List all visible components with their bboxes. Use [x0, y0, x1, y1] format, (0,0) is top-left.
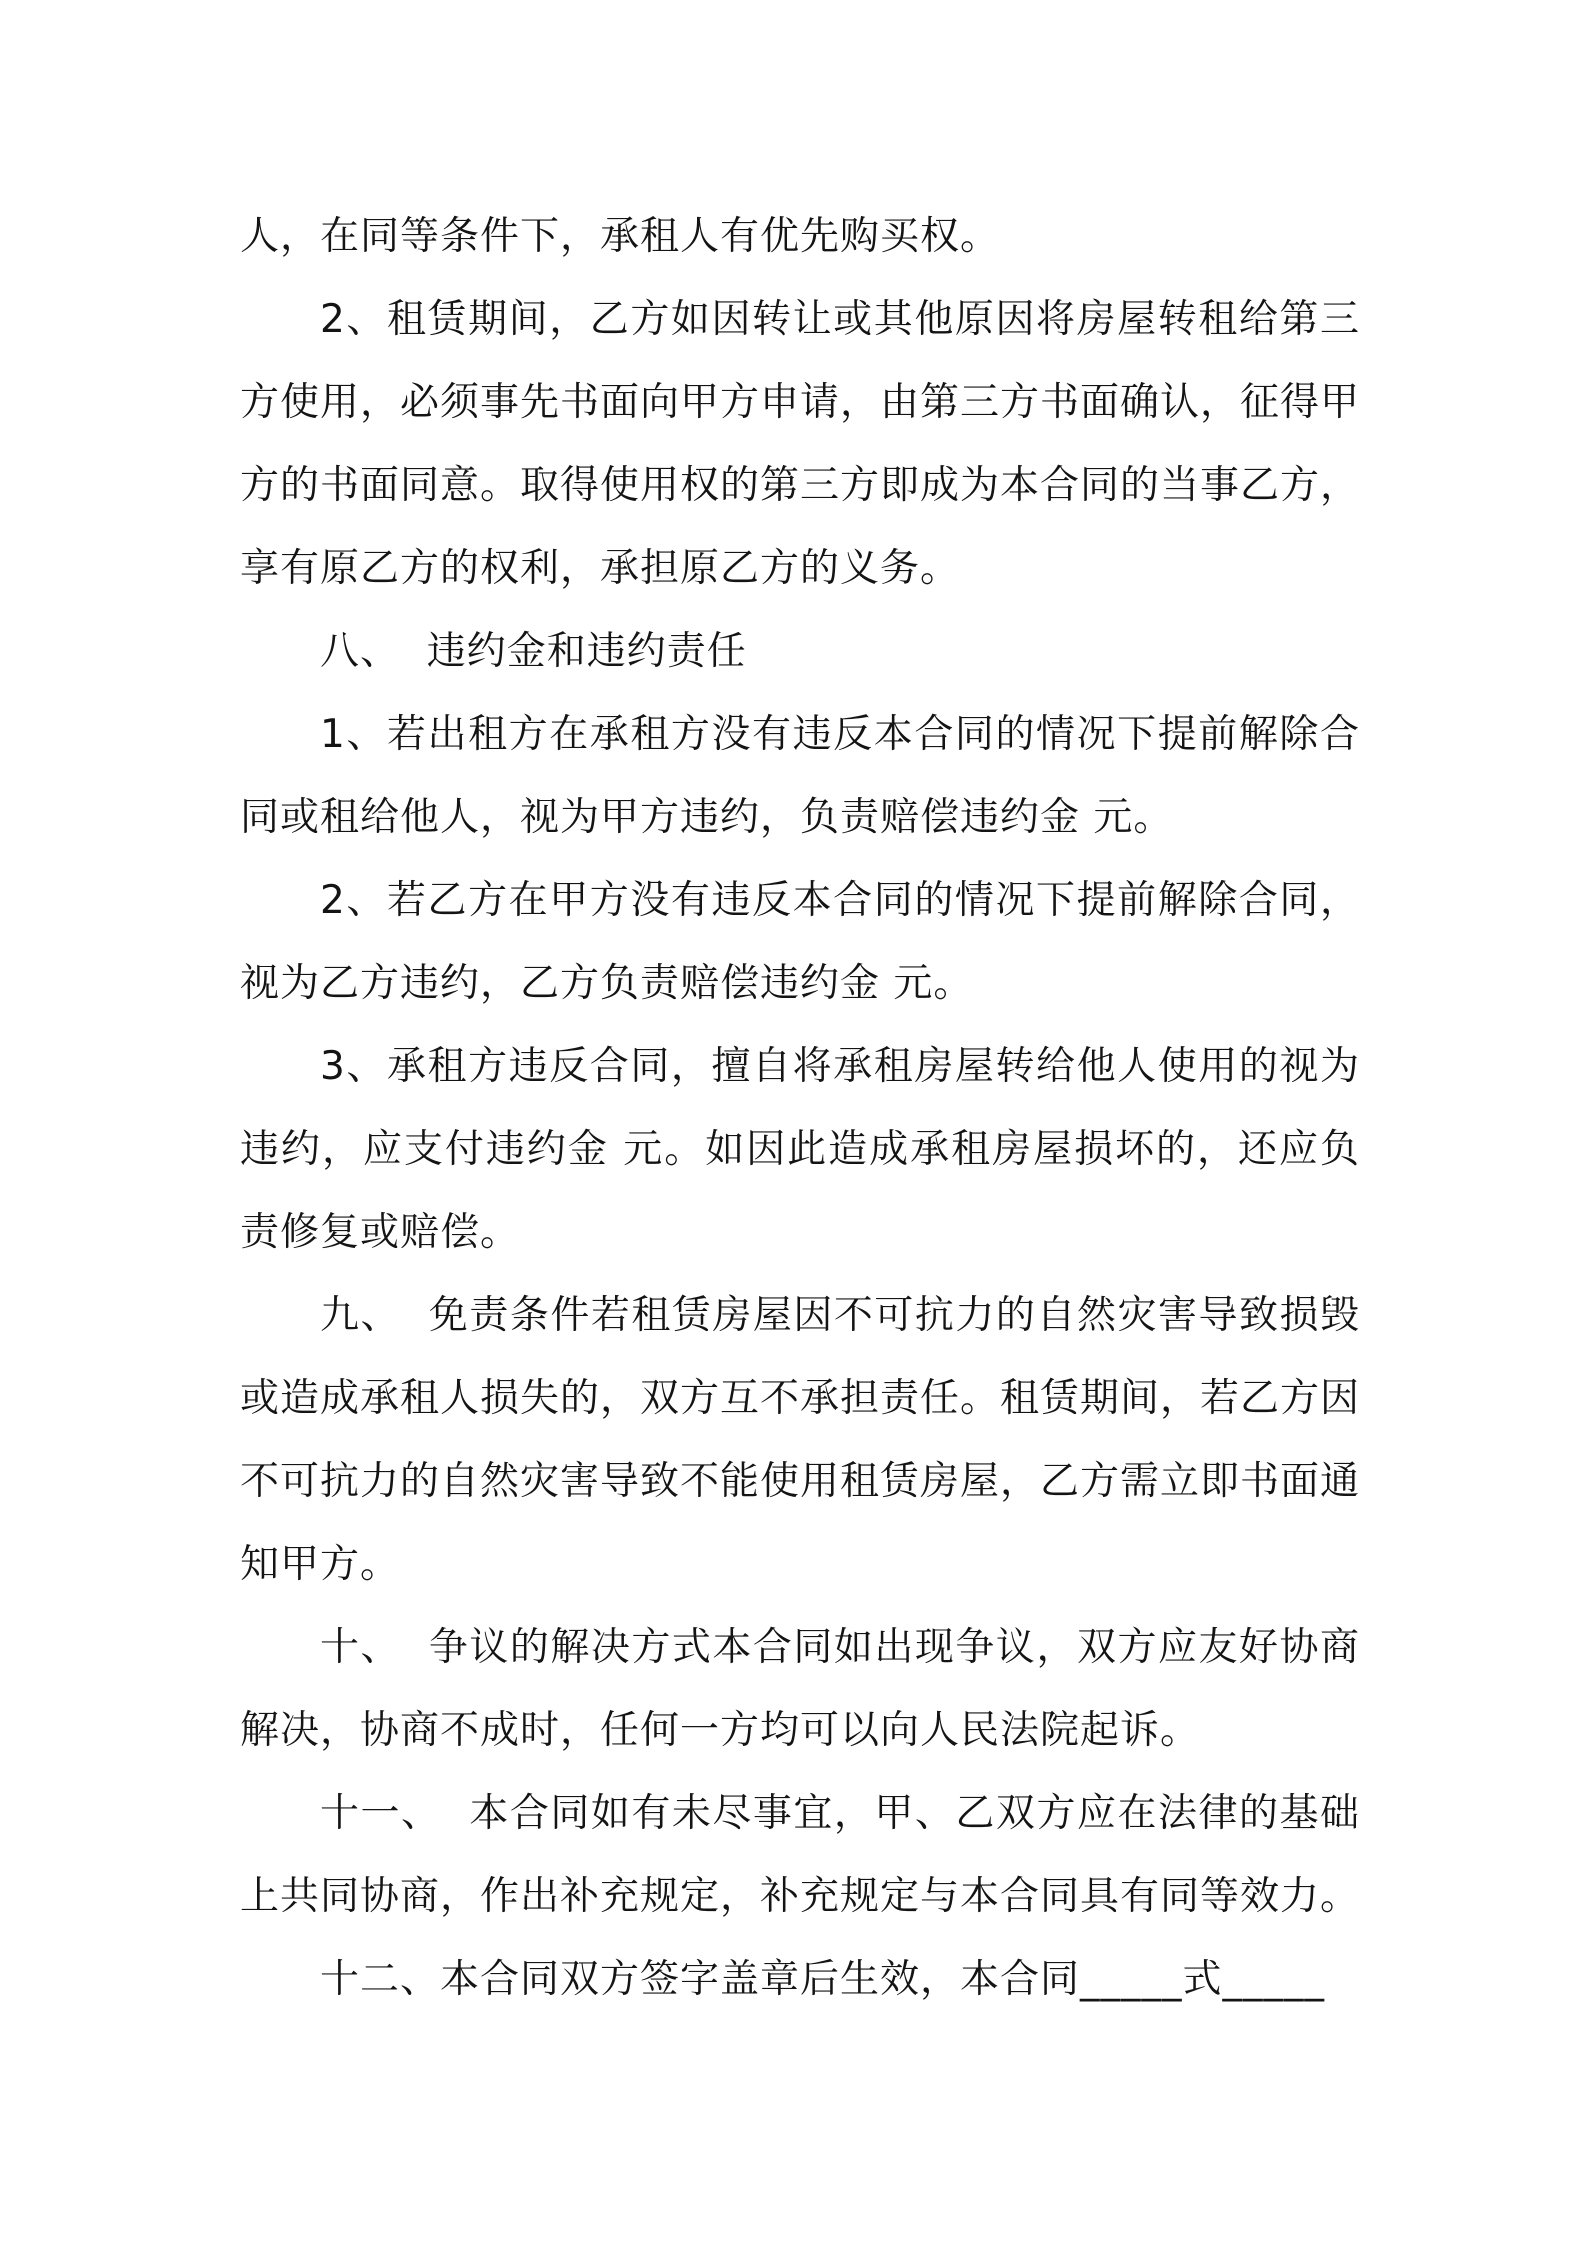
paragraph-clause-8-3: 3、承租方违反合同，擅自将承租房屋转给他人使用的视为违约，应支付违约金 元。如因此造成承租房屋损坏的，还应负责修复或赔偿。 [240, 1044, 1360, 1255]
section-9-paragraph: 九、 免责条件若租赁房屋因不可抗力的自然灾害导致损毁或造成承租人损失的，双方互不承担责任。租赁期间，若乙方因不可抗力的自然灾害导致不能使用租赁房屋，乙方需立即书面通知甲方。 [240, 1293, 1361, 1587]
section-11-paragraph: 十一、 本合同如有未尽事宜，甲、乙双方应在法律的基础上共同协商，作出补充规定，补充规定与本合同具有同等效力。 [240, 1791, 1361, 1919]
section-heading-8: 八、 违约金和违约责任 [320, 629, 747, 674]
document-body [240, 195, 1360, 2021]
paragraph-clause-8-1: 1、若出租方在承租方没有违反本合同的情况下提前解除合同或租给他人，视为甲方违约，负责赔偿违约金 元。 [240, 712, 1360, 840]
section-10-paragraph: 十、 争议的解决方式本合同如出现争议，双方应友好协商解决，协商不成时，任何一方均可以向人民法院起诉。 [240, 1625, 1360, 1753]
section-12-paragraph: 十二、本合同双方签字盖章后生效，本合同_____式_____ [320, 1957, 1326, 2002]
paragraph-continuation: 人，在同等条件下，承租人有优先购买权。 [240, 214, 1001, 259]
paragraph-clause-7-2: 2、租赁期间，乙方如因转让或其他原因将房屋转租给第三方使用，必须事先书面向甲方申请，由第三方书面确认，征得甲方的书面同意。取得使用权的第三方即成为本合同的当事乙方，享有原乙方的权利，承担原乙方的义务。 [240, 297, 1361, 591]
paragraph-clause-8-2: 2、若乙方在甲方没有违反本合同的情况下提前解除合同，视为乙方违约，乙方负责赔偿违约金 元。 [240, 878, 1360, 1006]
